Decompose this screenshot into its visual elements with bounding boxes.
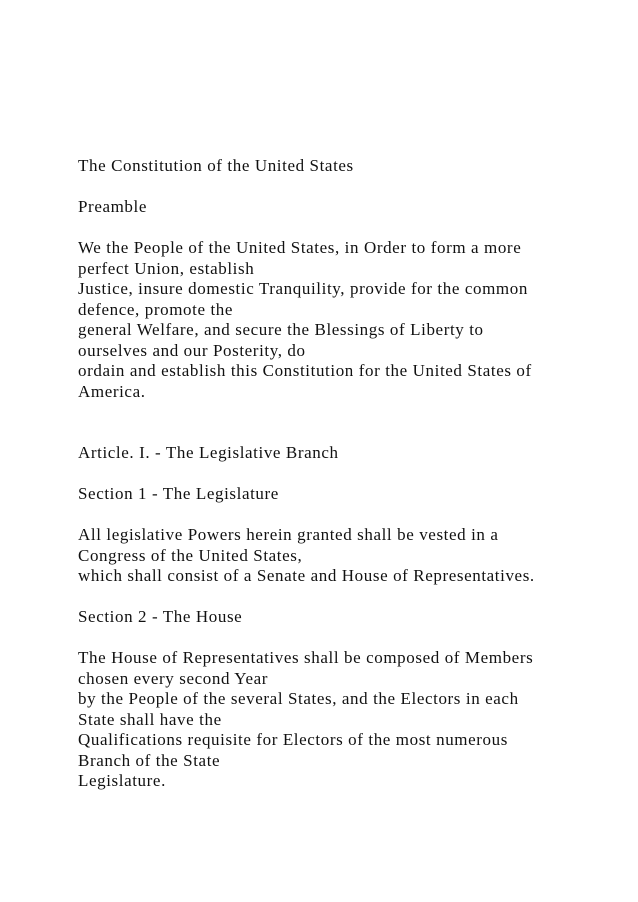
paragraph-line: defence, promote the — [78, 299, 234, 319]
document-title — [78, 156, 578, 177]
section-1-paragraph — [78, 525, 578, 587]
paragraph-line: Justice, insure domestic Tranquility, provide for the common — [78, 279, 528, 298]
paragraph-line: ourselves and our Posterity, do — [78, 340, 306, 360]
paragraph-line: Legislature. — [78, 771, 166, 790]
paragraph-line: which shall consist of a Senate and House of Representatives. — [78, 566, 535, 585]
paragraph-line: Branch of the State — [78, 750, 221, 770]
paragraph-line: Congress of the United States, — [78, 545, 303, 565]
section-1-heading — [78, 484, 578, 505]
article-heading-text: Article. I. - The Legislative Branch — [78, 443, 339, 462]
preamble-heading-text: Preamble — [78, 197, 147, 216]
article-heading — [78, 443, 578, 464]
paragraph-line: ordain and establish this Constitution for the United States of — [78, 361, 532, 380]
paragraph-line: State shall have the — [78, 709, 222, 729]
section-2-heading-text: Section 2 - The House — [78, 607, 243, 626]
document-body — [78, 156, 578, 812]
paragraph-line: We the People of the United States, in Order to form a more — [78, 238, 522, 257]
paragraph-line: America. — [78, 381, 146, 401]
preamble-paragraph — [78, 238, 578, 402]
paragraph-line: The House of Representatives shall be composed of Members — [78, 648, 534, 667]
paragraph-line: general Welfare, and secure the Blessings of Liberty to — [78, 320, 484, 339]
paragraph-line: All legislative Powers herein granted shall be vested in a — [78, 525, 499, 544]
preamble-heading — [78, 197, 578, 218]
section-2-paragraph — [78, 648, 578, 792]
paragraph-line: Qualifications requisite for Electors of the most numerous — [78, 730, 508, 749]
paragraph-line: chosen every second Year — [78, 668, 269, 688]
paragraph-line: perfect Union, establish — [78, 258, 255, 278]
title-text: The Constitution of the United States — [78, 156, 354, 175]
section-2-heading — [78, 607, 578, 628]
paragraph-line: by the People of the several States, and the Electors in each — [78, 689, 519, 708]
section-1-heading-text: Section 1 - The Legislature — [78, 484, 279, 503]
